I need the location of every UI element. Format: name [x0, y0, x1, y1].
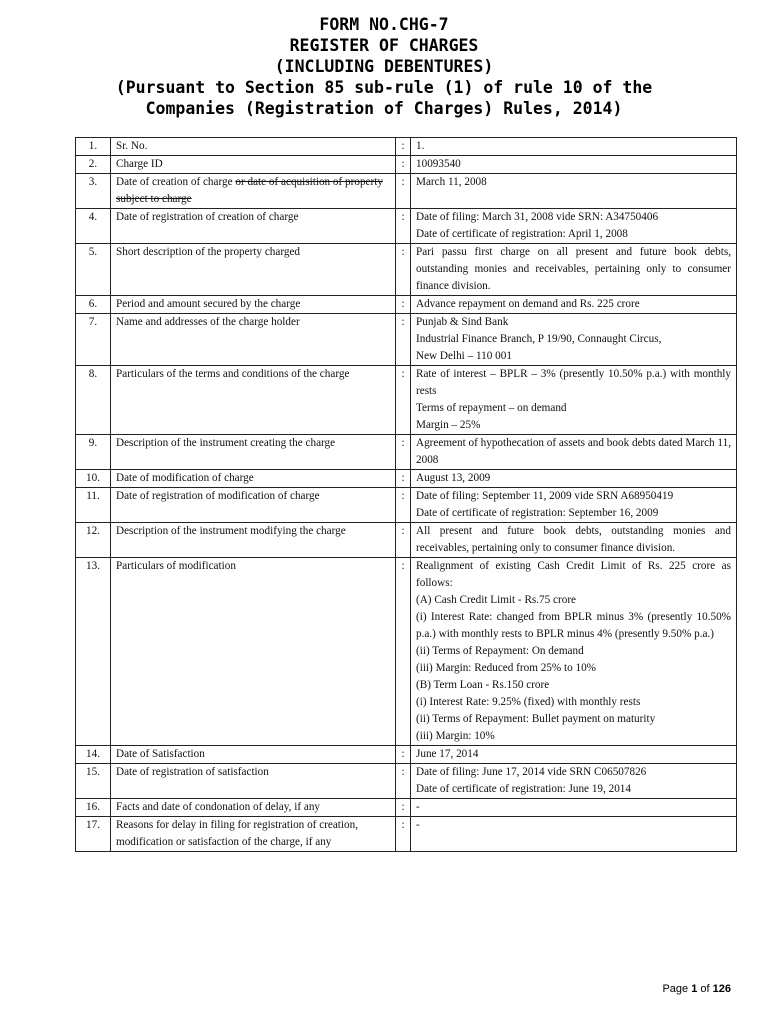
row-separator: :: [396, 764, 411, 799]
row-label-cell: [111, 366, 396, 435]
row-number: 5.: [76, 244, 111, 296]
form-reference-line-1: (Pursuant to Section 85 sub-rule (1) of rule 10 of the: [115, 78, 653, 97]
row-value-cell: [411, 174, 737, 209]
row-separator: :: [396, 244, 411, 296]
table-row: [76, 558, 737, 746]
row-separator: :: [396, 817, 411, 852]
row-value-cell: [411, 296, 737, 314]
form-number: FORM NO.CHG-7: [319, 15, 449, 34]
row-label-cell: [111, 244, 396, 296]
row-label: Charge ID: [116, 158, 163, 170]
table-row: [76, 209, 737, 244]
table-row: [76, 746, 737, 764]
table-row: [76, 156, 737, 174]
of-word: of: [700, 983, 710, 995]
row-value-cell: [411, 156, 737, 174]
row-label: Date of Satisfaction: [116, 748, 205, 760]
row-separator: :: [396, 488, 411, 523]
row-value-line: August 13, 2009: [416, 472, 491, 484]
form-reference-line-2: Companies (Registration of Charges) Rules, 2014): [145, 99, 623, 118]
page-current: 1: [691, 983, 698, 995]
row-value-cell: [411, 314, 737, 366]
row-separator: :: [396, 435, 411, 470]
row-label-struck-text: or date of acquisition of property subject to charge: [116, 176, 383, 205]
row-label-cell: [111, 174, 396, 209]
row-number: 12.: [76, 523, 111, 558]
row-value-cell: [411, 799, 737, 817]
table-row: [76, 799, 737, 817]
row-number: 10.: [76, 470, 111, 488]
row-label: Date of registration of modification of charge: [116, 490, 320, 502]
row-label: Description of the instrument modifying the charge: [116, 525, 346, 537]
row-value-line: Punjab & Sind Bank: [416, 316, 509, 328]
row-separator: :: [396, 470, 411, 488]
row-label-cell: [111, 314, 396, 366]
row-value-line: Margin – 25%: [416, 419, 481, 431]
table-row: [76, 296, 737, 314]
row-separator: :: [396, 156, 411, 174]
row-number: 2.: [76, 156, 111, 174]
row-label: Date of modification of charge: [116, 472, 254, 484]
row-value-line: Date of certificate of registration: September 16, 2009: [416, 507, 659, 519]
row-number: 3.: [76, 174, 111, 209]
row-label-cell: [111, 435, 396, 470]
row-value-line: -: [416, 819, 420, 831]
row-separator: :: [396, 138, 411, 156]
row-value-line: (A) Cash Credit Limit - Rs.75 crore: [416, 594, 577, 606]
row-label-cell: [111, 523, 396, 558]
row-value-line: (iii) Margin: Reduced from 25% to 10%: [416, 662, 596, 674]
row-label-cell: [111, 138, 396, 156]
row-separator: :: [396, 523, 411, 558]
row-value-line: Pari passu first charge on all present and future book debts, outstanding monies and receivables, pertaining only to consumer finance division.: [416, 246, 731, 292]
row-value-line: (i) Interest Rate: changed from BPLR minus 3% (presently 10.50% p.a.) with monthly rests to BPLR minus 4% (presently 9.50% p.a.): [416, 611, 731, 640]
table-row: [76, 764, 737, 799]
table-row: [76, 817, 737, 852]
row-value-line: Realignment of existing Cash Credit Limit of Rs. 225 crore as follows:: [416, 560, 731, 589]
row-label-cell: [111, 817, 396, 852]
row-label-cell: [111, 558, 396, 746]
row-label: Short description of the property charged: [116, 246, 301, 258]
row-separator: :: [396, 314, 411, 366]
row-number: 13.: [76, 558, 111, 746]
row-label-cell: [111, 488, 396, 523]
row-value-line: (i) Interest Rate: 9.25% (fixed) with monthly rests: [416, 696, 641, 708]
row-label-cell: [111, 209, 396, 244]
row-number: 8.: [76, 366, 111, 435]
row-number: 4.: [76, 209, 111, 244]
page-indicator: [662, 983, 731, 995]
row-separator: :: [396, 746, 411, 764]
row-number: 1.: [76, 138, 111, 156]
row-separator: :: [396, 209, 411, 244]
row-separator: :: [396, 558, 411, 746]
table-row: [76, 435, 737, 470]
row-label: Facts and date of condonation of delay, if any: [116, 801, 321, 813]
row-separator: :: [396, 799, 411, 817]
row-label-cell: [111, 799, 396, 817]
row-label-cell: [111, 156, 396, 174]
row-number: 15.: [76, 764, 111, 799]
row-number: 11.: [76, 488, 111, 523]
row-label: Date of creation of charge: [116, 176, 233, 188]
row-number: 14.: [76, 746, 111, 764]
row-value-line: Date of filing: June 17, 2014 vide SRN C06507826: [416, 766, 647, 778]
row-value-line: Date of filing: March 31, 2008 vide SRN: A34750406: [416, 211, 659, 223]
row-value-line: (iii) Margin: 10%: [416, 730, 495, 742]
row-value-line: Date of filing: September 11, 2009 vide SRN A68950419: [416, 490, 674, 502]
row-label: Name and addresses of the charge holder: [116, 316, 300, 328]
row-label-cell: [111, 746, 396, 764]
row-value-cell: [411, 764, 737, 799]
row-value-cell: [411, 523, 737, 558]
row-value-line: 1.: [416, 140, 425, 152]
row-value-line: (ii) Terms of Repayment: On demand: [416, 645, 584, 657]
row-value-cell: [411, 244, 737, 296]
row-label: Date of registration of creation of charge: [116, 211, 299, 223]
row-value-line: March 11, 2008: [416, 176, 487, 188]
row-value-line: Rate of interest – BPLR – 3% (presently 10.50% p.a.) with monthly rests: [416, 368, 731, 397]
row-value-cell: [411, 366, 737, 435]
row-value-cell: [411, 435, 737, 470]
row-label: Period and amount secured by the charge: [116, 298, 301, 310]
row-value-line: Date of certificate of registration: April 1, 2008: [416, 228, 628, 240]
row-number: 17.: [76, 817, 111, 852]
row-value-cell: [411, 746, 737, 764]
row-label-cell: [111, 764, 396, 799]
row-value-line: All present and future book debts, outstanding monies and receivables, pertaining only to consumer finance division.: [416, 525, 731, 554]
row-value-cell: [411, 817, 737, 852]
table-row: [76, 244, 737, 296]
register-table: [75, 137, 737, 852]
row-value-line: Date of certificate of registration: June 19, 2014: [416, 783, 631, 795]
table-row: [76, 523, 737, 558]
row-value-cell: [411, 470, 737, 488]
row-label-cell: [111, 296, 396, 314]
row-separator: :: [396, 296, 411, 314]
table-row: [76, 174, 737, 209]
row-label: Date of registration of satisfaction: [116, 766, 269, 778]
row-label: Particulars of the terms and conditions of the charge: [116, 368, 350, 380]
page-word: Page: [662, 983, 689, 995]
row-number: 6.: [76, 296, 111, 314]
row-value-cell: [411, 558, 737, 746]
form-subtitle: (INCLUDING DEBENTURES): [274, 57, 494, 76]
row-value-line: (B) Term Loan - Rs.150 crore: [416, 679, 550, 691]
row-number: 16.: [76, 799, 111, 817]
row-label: Sr. No.: [116, 140, 148, 152]
row-value-line: (ii) Terms of Repayment: Bullet payment on maturity: [416, 713, 656, 725]
table-row: [76, 470, 737, 488]
row-value-line: Agreement of hypothecation of assets and book debts dated March 11, 2008: [416, 437, 731, 466]
row-value-line: 10093540: [416, 158, 461, 170]
form-header: [0, 14, 768, 119]
row-value-line: New Delhi – 110 001: [416, 350, 512, 362]
register-table-body: [76, 138, 737, 852]
page-total: 126: [712, 983, 731, 995]
table-row: [76, 314, 737, 366]
row-label: Particulars of modification: [116, 560, 236, 572]
table-row: [76, 366, 737, 435]
row-value-line: June 17, 2014: [416, 748, 479, 760]
row-value-line: Terms of repayment – on demand: [416, 402, 567, 414]
row-value-cell: [411, 209, 737, 244]
row-value-cell: [411, 488, 737, 523]
row-value-cell: [411, 138, 737, 156]
row-label: Description of the instrument creating the charge: [116, 437, 336, 449]
row-number: 7.: [76, 314, 111, 366]
form-title: REGISTER OF CHARGES: [289, 36, 479, 55]
row-label: Reasons for delay in filing for registration of creation, modification or satisfaction of the charge, if any: [116, 819, 359, 848]
table-row: [76, 488, 737, 523]
row-value-line: -: [416, 801, 420, 813]
row-separator: :: [396, 174, 411, 209]
table-row: [76, 138, 737, 156]
row-value-line: Advance repayment on demand and Rs. 225 crore: [416, 298, 640, 310]
row-separator: :: [396, 366, 411, 435]
row-number: 9.: [76, 435, 111, 470]
row-label-cell: [111, 470, 396, 488]
row-value-line: Industrial Finance Branch, P 19/90, Connaught Circus,: [416, 333, 662, 345]
